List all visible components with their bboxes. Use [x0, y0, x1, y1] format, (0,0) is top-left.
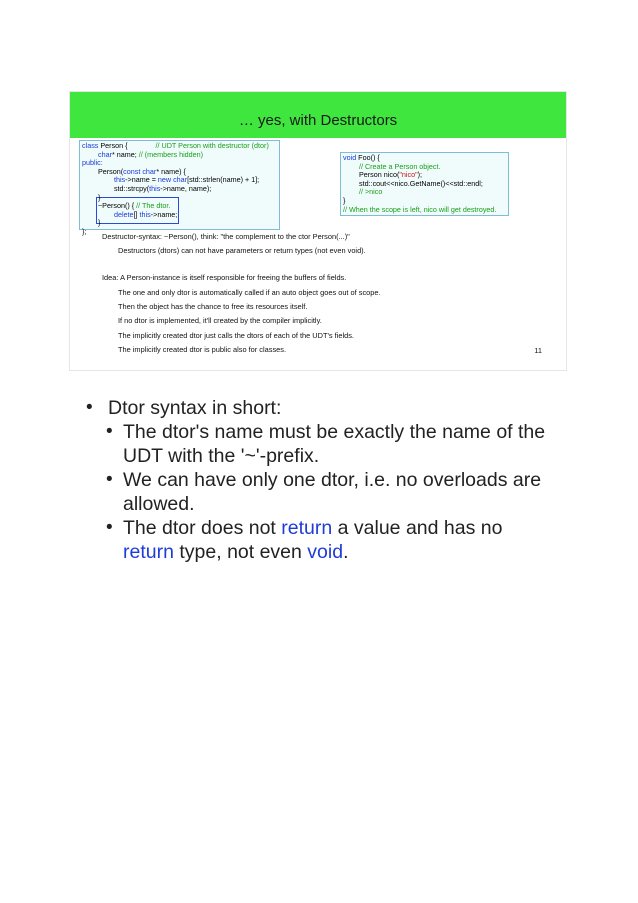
slide-text-line: Destructors (dtors) can not have parameters or return types (not even void).: [118, 246, 366, 255]
code-line: // Create a Person object.: [358, 161, 441, 171]
class-code-block: [82, 142, 269, 237]
bullet-text: The dtor's name must be exactly the name of the UDT with the '~'-prefix.: [123, 421, 546, 467]
code-line: ~Person() { // The dtor.: [97, 201, 171, 211]
code-line: std::strcpy(this->name, name);: [113, 183, 212, 193]
slide-text-line: Then the object has the chance to free its resources itself.: [118, 302, 308, 311]
bullet-item: [86, 396, 556, 420]
code-line: Person(const char* name) {: [97, 166, 186, 176]
code-line: std::cout<<nico.GetName()<<std::endl;: [358, 178, 483, 188]
slide-text-line: Idea: A Person-instance is itself responsible for freeing the buffers of fields.: [102, 273, 347, 282]
slide-text-line: The one and only dtor is automatically called if an auto object goes out of scope.: [118, 288, 381, 297]
code-line: };: [82, 226, 87, 236]
code-line: this->name = new char[std::strlen(name) + 1];: [113, 175, 260, 185]
keyword-void: void: [307, 541, 344, 563]
bullet-icon: •: [106, 469, 113, 490]
code-line: }: [97, 192, 101, 202]
slide-title: … yes, with Destructors: [238, 111, 398, 129]
bullet-text: Dtor syntax in short:: [108, 397, 282, 419]
sub-bullet-item: [86, 468, 556, 516]
slide-text-line: The implicitly created dtor is public also for classes.: [118, 345, 286, 354]
code-line: }: [97, 218, 101, 228]
slide-text-line: If no dtor is implemented, it'll created by the compiler implicitly.: [118, 316, 322, 325]
usage-code-block: [343, 154, 496, 214]
slide-page-number: 11: [534, 346, 542, 355]
bullet-icon: •: [106, 517, 113, 538]
keyword-return: return: [281, 517, 333, 539]
sub-bullet-item: [86, 516, 556, 564]
code-line: }: [343, 195, 346, 205]
notes-section: [86, 396, 556, 564]
slide-title-bar: [70, 92, 566, 138]
bullet-text: The dtor does not return a value and has no return type, not even void.: [123, 517, 503, 563]
code-line: char* name; // (members hidden): [97, 149, 204, 159]
bullet-text: We can have only one dtor, i.e. no overloads are allowed.: [123, 469, 542, 515]
code-line: class Person { // UDT Person with destructor (dtor): [82, 141, 269, 150]
slide-thumbnail: [69, 91, 567, 371]
code-line: void Foo() {: [343, 153, 380, 162]
code-line: public:: [82, 158, 103, 168]
slide-text-line: The implicitly created dtor just calls the dtors of each of the UDT's fields.: [118, 331, 354, 340]
code-line: // When the scope is left, nico will get destroyed.: [343, 204, 497, 214]
bullet-icon: •: [106, 421, 113, 442]
code-line: // >nico: [358, 187, 383, 197]
code-line: Person nico("nico");: [358, 170, 423, 180]
slide-text-line: Destructor-syntax: ~Person(), think: "the complement to the ctor Person(...)": [102, 232, 350, 241]
code-line: delete[] this->name;: [113, 209, 178, 219]
keyword-return: return: [123, 541, 174, 563]
sub-bullet-item: [86, 420, 556, 468]
bullet-icon: •: [86, 397, 93, 418]
